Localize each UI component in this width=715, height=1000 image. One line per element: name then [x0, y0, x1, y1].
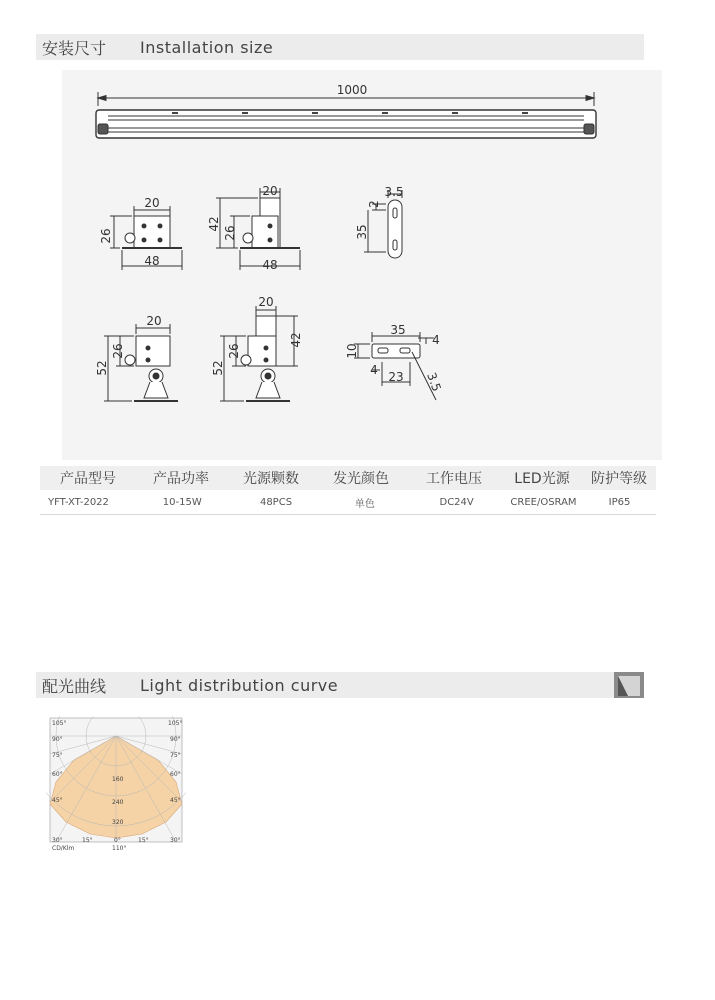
dim-4-b: 4: [370, 363, 378, 377]
dim-length: 1000: [336, 83, 368, 97]
dim-3-5-b: 3.5: [424, 370, 444, 394]
light-distribution-header: [36, 672, 644, 698]
spec-table: [40, 466, 656, 515]
angle-right-60: 60°: [170, 771, 181, 778]
angle-right-45: 45°: [170, 797, 181, 804]
angle-right-105: 105°: [168, 720, 183, 727]
angle-plate-drawing: [354, 332, 436, 400]
section-title-cn: 安装尺寸: [42, 38, 107, 58]
section-title-en: Light distribution curve: [140, 675, 339, 695]
beam-angle-label: 110°: [112, 845, 127, 852]
dim-20-d: 20: [258, 295, 274, 309]
angle-bottom-0: 0°: [114, 837, 121, 844]
header-ip-rating: 防护等级: [591, 471, 647, 487]
angle-bottom-15-right: 15°: [138, 837, 149, 844]
dim-52-c: 52: [95, 360, 109, 376]
dim-42-d: 42: [289, 332, 303, 348]
dim-23: 23: [388, 370, 404, 384]
angle-left-30: 30°: [52, 837, 63, 844]
angle-left-45: 45°: [52, 797, 63, 804]
section-title-cn: 配光曲线: [42, 676, 107, 696]
installation-size-header: [36, 34, 644, 60]
spec-value-row: [40, 490, 656, 515]
dim-20-a: 20: [144, 196, 160, 210]
header-voltage: 工作电压: [426, 471, 482, 487]
spec-header-row: [40, 466, 656, 490]
value-power: 10-15W: [162, 496, 202, 508]
value-model: YFT-XT-2022: [48, 496, 109, 508]
dim-48-b: 48: [262, 258, 278, 272]
bracket-drawing-3: [104, 324, 178, 401]
dim-2: 2: [367, 200, 381, 208]
angle-right-90: 90°: [170, 736, 181, 743]
dim-42-b: 42: [207, 216, 221, 232]
value-ip-rating: IP65: [608, 496, 631, 508]
header-color: 发光颜色: [333, 471, 389, 487]
dim-26-c: 26: [111, 343, 125, 359]
drawing-svg: [62, 70, 662, 460]
angle-left-105: 105°: [52, 720, 67, 727]
ring-label-320: 320: [112, 819, 124, 826]
angle-left-90: 90°: [52, 736, 63, 743]
dim-35-a: 35: [355, 224, 369, 240]
dim-26-b: 26: [223, 225, 237, 241]
angle-right-30: 30°: [170, 837, 181, 844]
dim-52-d: 52: [211, 360, 225, 376]
angle-bottom-15-left: 15°: [82, 837, 93, 844]
dim-10: 10: [345, 343, 359, 359]
dim-20-c: 20: [146, 314, 162, 328]
angle-left-60: 60°: [52, 771, 63, 778]
value-voltage: DC24V: [439, 496, 474, 508]
polar-curve-chart: [46, 716, 186, 854]
dim-3-5-a: 3.5: [384, 185, 404, 199]
dim-4-a: 4: [432, 333, 440, 347]
header-led-count: 光源颗数: [243, 471, 299, 487]
ring-label-240: 240: [112, 799, 124, 806]
ring-label-160: 160: [112, 776, 124, 783]
value-color: 单色: [354, 498, 375, 510]
angle-right-75: 75°: [170, 752, 181, 759]
dim-26-a: 26: [99, 228, 113, 244]
value-led-source: CREE/OSRAM: [510, 496, 577, 508]
header-power: 产品功率: [153, 471, 209, 487]
value-led-count: 48PCS: [259, 496, 293, 508]
header-model: 产品型号: [60, 471, 116, 487]
dim-48-a: 48: [144, 254, 160, 268]
angle-left-75: 75°: [52, 752, 63, 759]
section-title-en: Installation size: [140, 37, 274, 57]
dim-35-b: 35: [390, 323, 406, 337]
header-led-source: LED光源: [514, 471, 570, 487]
corner-logo-mark: [614, 672, 644, 698]
technical-drawing: [62, 70, 662, 460]
dim-20-b: 20: [262, 184, 278, 198]
unit-label: CD/Klm: [52, 845, 75, 852]
light-bar-outline: [96, 110, 596, 138]
dim-26-d: 26: [227, 343, 241, 359]
